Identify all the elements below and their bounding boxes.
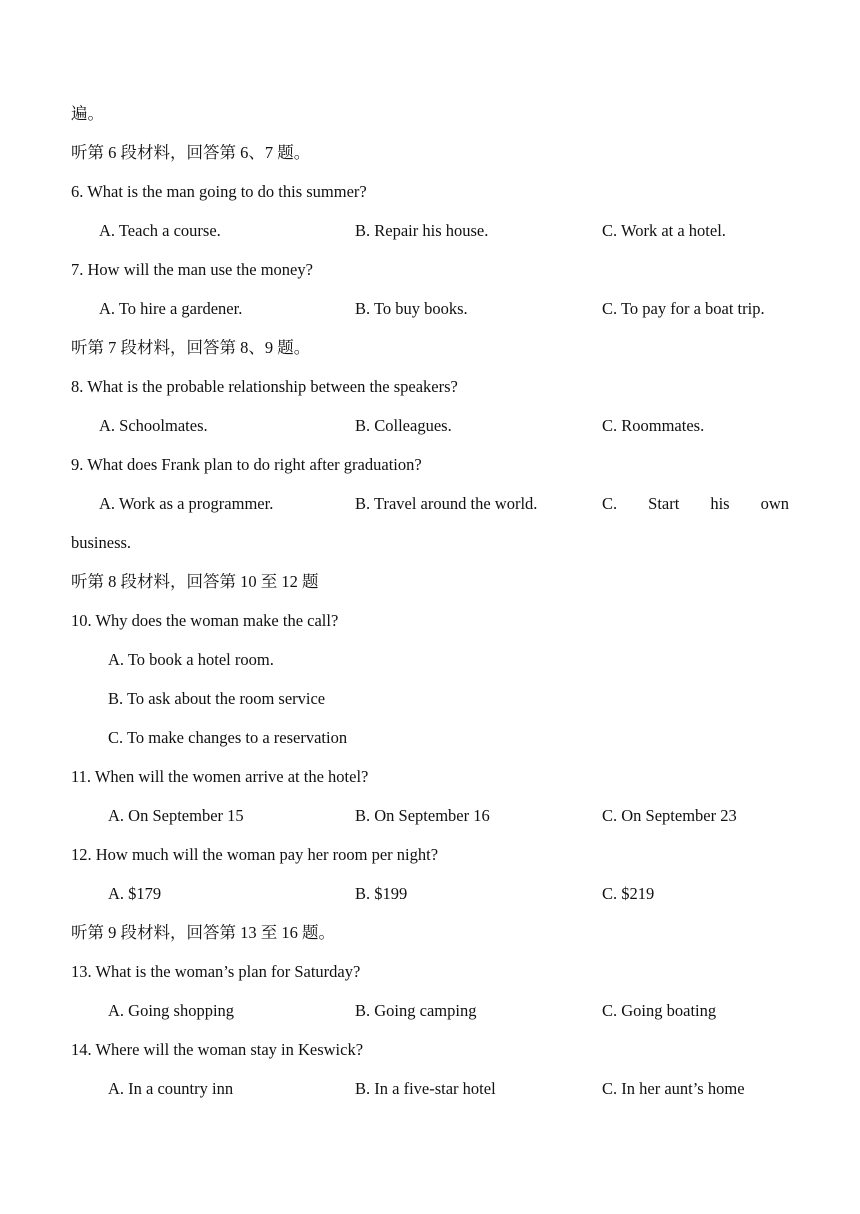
question-9-option-c-continued: business. bbox=[71, 533, 132, 552]
question-9-option-a: A. Work as a programmer. bbox=[99, 494, 274, 513]
question-12-option-b: B. $199 bbox=[355, 884, 408, 903]
question-14-stem: 14. Where will the woman stay in Keswick? bbox=[71, 1040, 364, 1059]
question-13-option-c: C. Going boating bbox=[602, 1001, 717, 1020]
question-8-option-c: C. Roommates. bbox=[602, 416, 705, 435]
question-9-option-c-word: his bbox=[710, 494, 730, 513]
section-header-6: 听第 6 段材料，回答第 6、7 题。 bbox=[71, 143, 311, 162]
question-12-stem: 12. How much will the woman pay her room per night? bbox=[71, 845, 439, 864]
question-9-option-c-word: own bbox=[760, 494, 789, 513]
question-8-option-b: B. Colleagues. bbox=[355, 416, 452, 435]
question-13-option-a: A. Going shopping bbox=[108, 1001, 235, 1020]
question-9-stem: 9. What does Frank plan to do right after graduation? bbox=[71, 455, 422, 474]
question-8-stem: 8. What is the probable relationship between the speakers? bbox=[71, 377, 458, 396]
section-header-9: 听第 9 段材料，回答第 13 至 16 题。 bbox=[71, 923, 335, 942]
question-14-option-c: C. In her aunt’s home bbox=[602, 1079, 745, 1098]
section-header-8: 听第 8 段材料，回答第 10 至 12 题 bbox=[71, 572, 319, 591]
question-11-option-a: A. On September 15 bbox=[108, 806, 244, 825]
question-7-option-b: B. To buy books. bbox=[355, 299, 468, 318]
continued-text: 遍。 bbox=[71, 104, 104, 123]
question-12-option-a: A. $179 bbox=[108, 884, 162, 903]
question-13-stem: 13. What is the woman’s plan for Saturday? bbox=[71, 962, 361, 981]
question-7-option-a: A. To hire a gardener. bbox=[99, 299, 243, 318]
question-14-option-b: B. In a five-star hotel bbox=[355, 1079, 496, 1098]
question-10-option-c: C. To make changes to a reservation bbox=[108, 728, 348, 747]
question-13-option-b: B. Going camping bbox=[355, 1001, 477, 1020]
question-8-option-a: A. Schoolmates. bbox=[99, 416, 208, 435]
question-6-option-c: C. Work at a hotel. bbox=[602, 221, 726, 240]
section-header-7: 听第 7 段材料，回答第 8、9 题。 bbox=[71, 338, 311, 357]
question-6-option-b: B. Repair his house. bbox=[355, 221, 489, 240]
question-7-stem: 7. How will the man use the money? bbox=[71, 260, 313, 279]
question-11-option-b: B. On September 16 bbox=[355, 806, 490, 825]
question-14-option-a: A. In a country inn bbox=[108, 1079, 234, 1098]
question-9-option-c-word: Start bbox=[648, 494, 680, 513]
question-9-option-c-word: C. bbox=[602, 494, 618, 513]
question-12-option-c: C. $219 bbox=[602, 884, 655, 903]
question-10-option-a: A. To book a hotel room. bbox=[108, 650, 274, 669]
question-9-option-c bbox=[602, 494, 789, 514]
question-6-stem: 6. What is the man going to do this summer? bbox=[71, 182, 367, 201]
question-11-option-c: C. On September 23 bbox=[602, 806, 737, 825]
question-6-option-a: A. Teach a course. bbox=[99, 221, 221, 240]
question-7-option-c: C. To pay for a boat trip. bbox=[602, 299, 765, 318]
question-10-stem: 10. Why does the woman make the call? bbox=[71, 611, 339, 630]
question-9-option-b: B. Travel around the world. bbox=[355, 494, 538, 513]
question-10-option-b: B. To ask about the room service bbox=[108, 689, 326, 708]
question-11-stem: 11. When will the women arrive at the hotel? bbox=[71, 767, 369, 786]
